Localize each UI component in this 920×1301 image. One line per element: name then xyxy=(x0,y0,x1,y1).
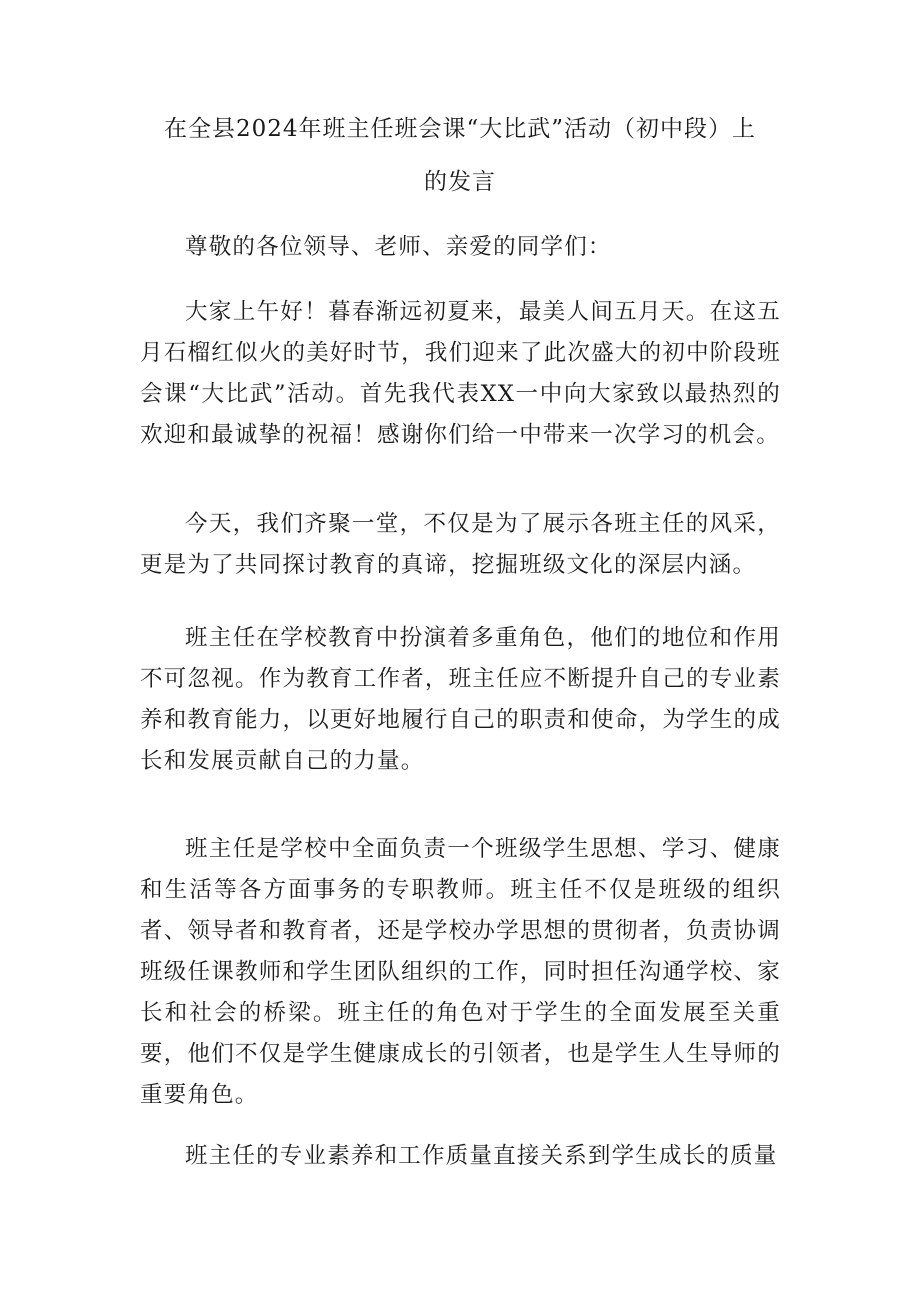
salutation: 尊敬的各位领导、老师、亲爱的同学们： xyxy=(185,234,612,260)
document-title-line-2: 的发言 xyxy=(424,169,496,195)
paragraph-role: 班主任在学校教育中扮演着多重角色，他们的地位和作用不可忽视。作为教育工作者，班主任应不断提升自己的专业素养和教育能力，以更好地履行自己的职责和使命，为学生的成长和发展贡献自己的力量。 xyxy=(140,625,781,774)
paragraph-purpose: 今天，我们齐聚一堂，不仅是为了展示各班主任的风采，更是为了共同探讨教育的真谛，挖掘班级文化的深层内涵。 xyxy=(140,511,781,578)
paragraph-greeting: 大家上午好！暮春渐远初夏来，最美人间五月天。在这五月石榴红似火的美好时节，我们迎来了此次盛大的初中阶段班会课“大比武”活动。首先我代表XX一中向大家致以最热烈的欢迎和最诚挚的祝福！感谢你们给一中带来一次学习的机会。 xyxy=(140,299,781,448)
document-title-line-1: 在全县2024年班主任班会课“大比武”活动（初中段）上 xyxy=(163,116,757,142)
paragraph-quality: 班主任的专业素养和工作质量直接关系到学生成长的质量 xyxy=(185,1143,778,1169)
paragraph-duties: 班主任是学校中全面负责一个班级学生思想、学习、健康和生活等各方面事务的专职教师。班主任不仅是班级的组织者、领导者和教育者，还是学校办学思想的贯彻者，负责协调班级任课教师和学生团队组织的工作，同时担任沟通学校、家长和社会的桥梁。班主任的角色对于学生的全面发展至关重要，他们不仅是学生健康成长的引领者，也是学生人生导师的重要角色。 xyxy=(140,836,781,1108)
